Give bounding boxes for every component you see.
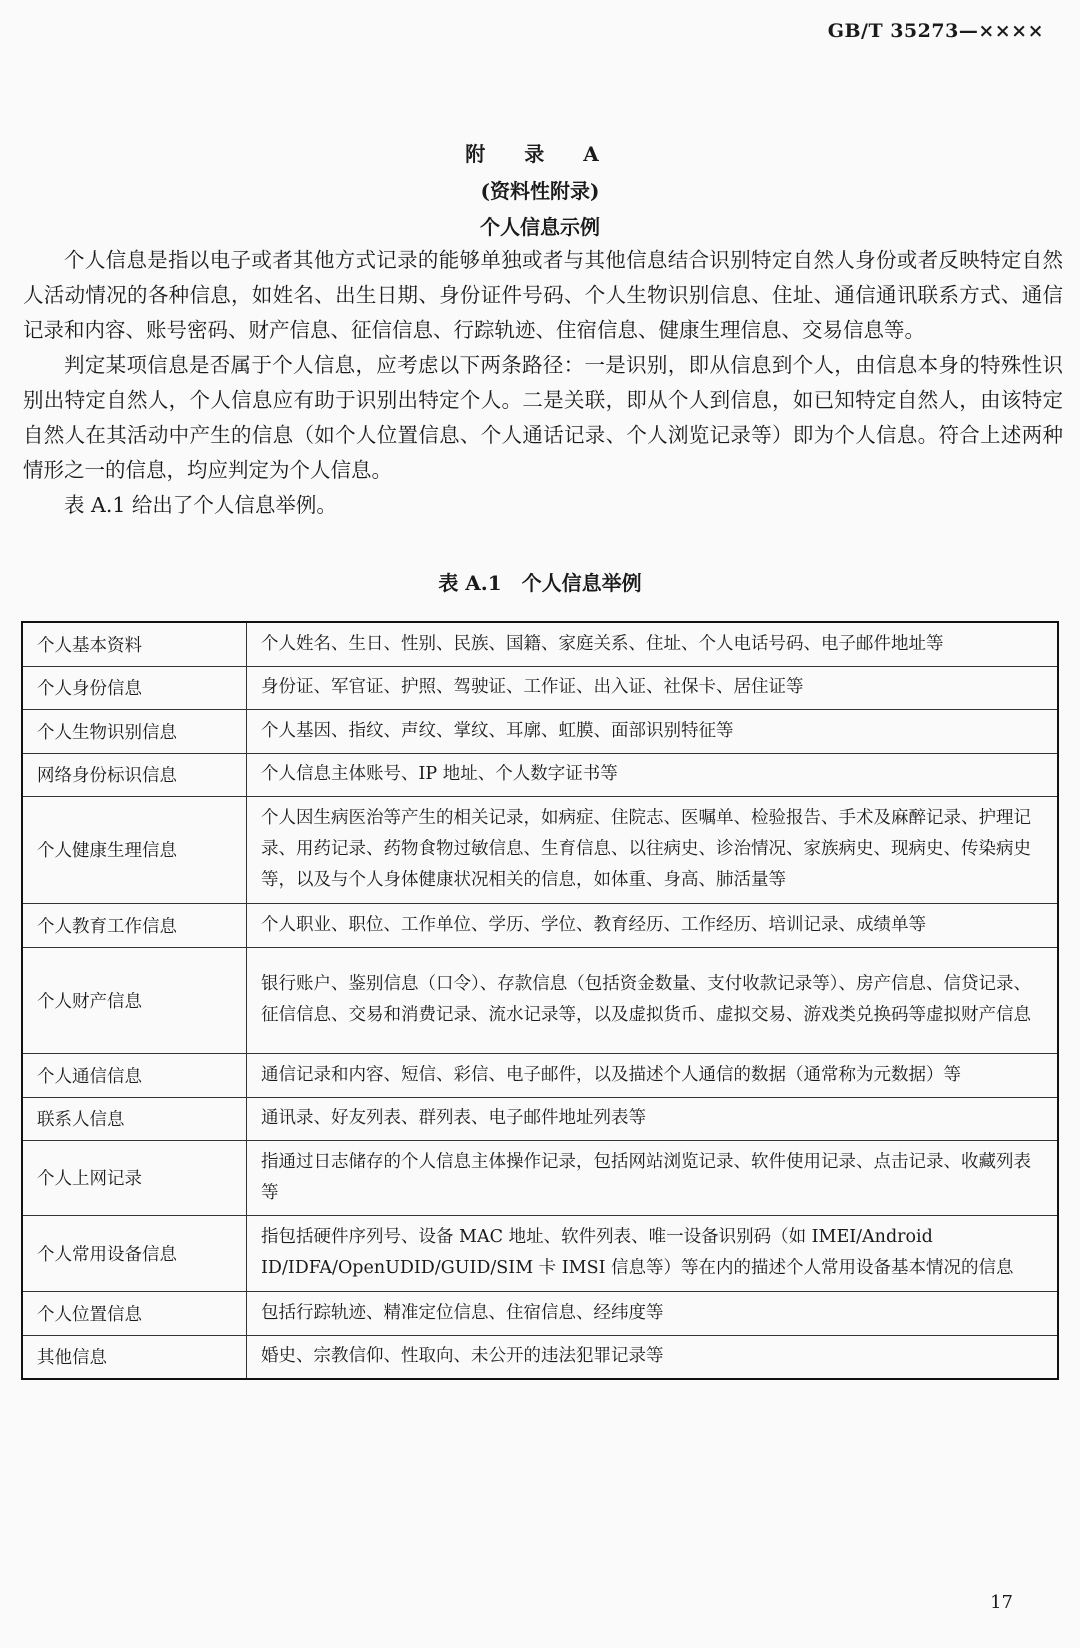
items-cell: 通信记录和内容、短信、彩信、电子邮件，以及描述个人通信的数据（通常称为元数据）等 bbox=[247, 1053, 1059, 1097]
category-cell: 个人教育工作信息 bbox=[22, 903, 247, 947]
category-cell: 个人上网记录 bbox=[22, 1140, 247, 1215]
category-cell: 网络身份标识信息 bbox=[22, 753, 247, 796]
category-cell: 个人常用设备信息 bbox=[22, 1215, 247, 1291]
category-cell: 个人位置信息 bbox=[22, 1291, 247, 1335]
table-row bbox=[22, 1335, 1058, 1379]
paragraph: 个人信息是指以电子或者其他方式记录的能够单独或者与其他信息结合识别特定自然人身份或者反映特定自然人活动情况的各种信息，如姓名、出生日期、身份证件号码、个人生物识别信息、住址、通信通讯联系方式、通信记录和内容、账号密码、财产信息、征信信息、行踪轨迹、住宿信息、健康生理信息、交易信息等。 bbox=[23, 248, 1063, 342]
items-cell: 个人信息主体账号、IP 地址、个人数字证书等 bbox=[247, 753, 1059, 796]
category-cell: 个人财产信息 bbox=[22, 947, 247, 1053]
category-cell: 个人身份信息 bbox=[22, 666, 247, 709]
table-row bbox=[22, 666, 1058, 709]
table-row bbox=[22, 1140, 1058, 1215]
category-cell: 个人基本资料 bbox=[22, 622, 247, 666]
table-caption: 表 A.1 个人信息举例 bbox=[438, 571, 642, 595]
body-text bbox=[23, 243, 1063, 523]
standard-code: GB/T 35273—×××× bbox=[827, 20, 1044, 42]
table-row bbox=[22, 622, 1058, 666]
items-cell: 银行账户、鉴别信息（口令）、存款信息（包括资金数量、支付收款记录等）、房产信息、信贷记录、征信信息、交易和消费记录、流水记录等，以及虚拟货币、虚拟交易、游戏类兑换码等虚拟财产信息 bbox=[247, 947, 1059, 1053]
paragraph: 判定某项信息是否属于个人信息，应考虑以下两条路径：一是识别，即从信息到个人，由信息本身的特殊性识别出特定自然人，个人信息应有助于识别出特定个人。二是关联，即从个人到信息，如已知特定自然人，由该特定自然人在其活动中产生的信息（如个人位置信息、个人通话记录、个人浏览记录等）即为个人信息。符合上述两种情形之一的信息，均应判定为个人信息。 bbox=[23, 353, 1063, 482]
table-row bbox=[22, 1215, 1058, 1291]
items-cell: 个人基因、指纹、声纹、掌纹、耳廓、虹膜、面部识别特征等 bbox=[247, 709, 1059, 753]
items-cell: 通讯录、好友列表、群列表、电子邮件地址列表等 bbox=[247, 1097, 1059, 1140]
table-row bbox=[22, 796, 1058, 903]
items-cell: 个人姓名、生日、性别、民族、国籍、家庭关系、住址、个人电话号码、电子邮件地址等 bbox=[247, 622, 1059, 666]
table-row bbox=[22, 1291, 1058, 1335]
items-cell: 包括行踪轨迹、精准定位信息、住宿信息、经纬度等 bbox=[247, 1291, 1059, 1335]
items-cell: 指通过日志储存的个人信息主体操作记录，包括网站浏览记录、软件使用记录、点击记录、收藏列表等 bbox=[247, 1140, 1059, 1215]
appendix-name: 个人信息示例 bbox=[480, 215, 600, 239]
category-cell: 个人通信信息 bbox=[22, 1053, 247, 1097]
paragraph: 表 A.1 给出了个人信息举例。 bbox=[64, 493, 337, 517]
table-row bbox=[22, 947, 1058, 1053]
table-row bbox=[22, 1053, 1058, 1097]
category-cell: 个人健康生理信息 bbox=[22, 796, 247, 903]
personal-info-table bbox=[21, 621, 1059, 1380]
items-cell: 个人职业、职位、工作单位、学历、学位、教育经历、工作经历、培训记录、成绩单等 bbox=[247, 903, 1059, 947]
category-cell: 其他信息 bbox=[22, 1335, 247, 1379]
appendix-heading bbox=[0, 135, 1080, 245]
items-cell: 个人因生病医治等产生的相关记录，如病症、住院志、医嘱单、检验报告、手术及麻醉记录、护理记录、用药记录、药物食物过敏信息、生育信息、以往病史、诊治情况、家族病史、现病史、传染病史等，以及与个人身体健康状况相关的信息，如体重、身高、肺活量等 bbox=[247, 796, 1059, 903]
items-cell: 婚史、宗教信仰、性取向、未公开的违法犯罪记录等 bbox=[247, 1335, 1059, 1379]
table-row bbox=[22, 1097, 1058, 1140]
category-cell: 联系人信息 bbox=[22, 1097, 247, 1140]
items-cell: 指包括硬件序列号、设备 MAC 地址、软件列表、唯一设备识别码（如 IMEI/Android ID/IDFA/OpenUDID/GUID/SIM 卡 IMSI 信息等）等在内的描述个人常用设备基本情况的信息 bbox=[247, 1215, 1059, 1291]
appendix-title: 附 录 A bbox=[465, 142, 615, 166]
table-row bbox=[22, 903, 1058, 947]
table-row bbox=[22, 709, 1058, 753]
items-cell: 身份证、军官证、护照、驾驶证、工作证、出入证、社保卡、居住证等 bbox=[247, 666, 1059, 709]
appendix-type: (资料性附录) bbox=[480, 179, 600, 203]
category-cell: 个人生物识别信息 bbox=[22, 709, 247, 753]
table-row bbox=[22, 753, 1058, 796]
page-number: 17 bbox=[990, 1592, 1013, 1613]
